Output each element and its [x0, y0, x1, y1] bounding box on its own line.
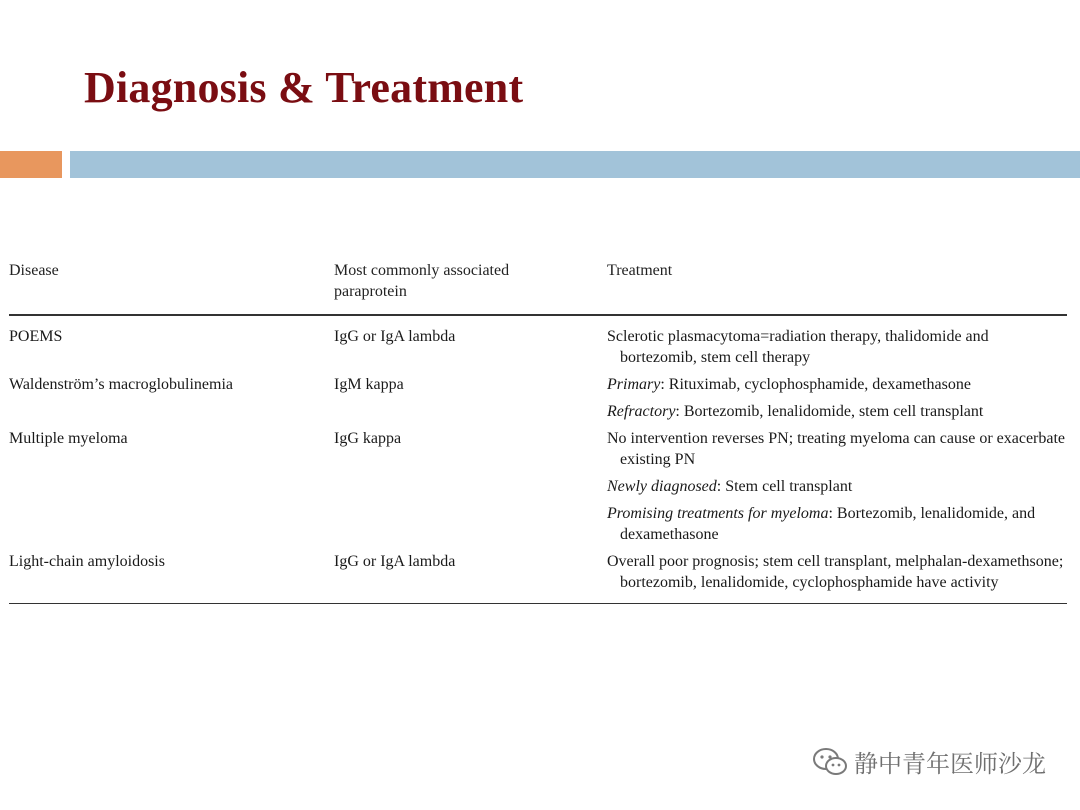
treatment-text: : Rituximab, cyclophosphamide, dexamethasone	[660, 376, 971, 393]
treatment-line	[607, 428, 1067, 470]
cell-treatment	[607, 374, 1067, 422]
slide-title: Diagnosis & Treatment	[84, 63, 524, 112]
treatment-line	[607, 374, 1067, 395]
treatment-label: Refractory	[607, 403, 676, 420]
treatment-table	[9, 260, 1067, 604]
table-row	[9, 551, 1067, 593]
table-body	[9, 316, 1067, 604]
header-treatment: Treatment	[607, 262, 673, 279]
watermark	[812, 744, 1046, 779]
accent-bar-orange	[0, 151, 62, 178]
cell-treatment	[607, 326, 1067, 368]
cell-paraprotein: IgG or IgA lambda	[334, 553, 456, 570]
treatment-text: Overall poor prognosis; stem cell transplant, melphalan-dexamethsone; bortezomib, lenalidomide, cyclophosphamide have activity	[607, 553, 1064, 591]
cell-treatment	[607, 428, 1067, 545]
header-paraprotein-text: Most commonly associated paraprotein	[334, 262, 510, 300]
cell-disease: Multiple myeloma	[9, 430, 128, 447]
cell-paraprotein: IgM kappa	[334, 376, 404, 393]
header-disease: Disease	[9, 262, 59, 279]
treatment-text: : Bortezomib, lenalidomide, and dexamethasone	[620, 505, 1036, 543]
accent-bar-blue	[70, 151, 1080, 178]
cell-disease: POEMS	[9, 328, 63, 345]
treatment-text: : Bortezomib, lenalidomide, stem cell transplant	[675, 403, 984, 420]
table-row	[9, 374, 1067, 422]
table-row	[9, 428, 1067, 545]
treatment-line	[607, 401, 1067, 422]
cell-treatment	[607, 551, 1067, 593]
treatment-label: Primary	[607, 376, 661, 393]
header-paraprotein	[334, 260, 607, 314]
table-row	[9, 326, 1067, 368]
treatment-text: No intervention reverses PN; treating myeloma can cause or exacerbate existing PN	[607, 430, 1066, 468]
treatment-line	[607, 326, 1067, 368]
cell-paraprotein: IgG or IgA lambda	[334, 328, 456, 345]
cell-disease: Light-chain amyloidosis	[9, 553, 165, 570]
treatment-label: Promising treatments for myeloma	[607, 505, 829, 522]
cell-disease: Waldenström’s macroglobulinemia	[9, 376, 233, 393]
treatment-text: : Stem cell transplant	[716, 478, 853, 495]
table-header	[9, 260, 1067, 316]
treatment-line	[607, 551, 1067, 593]
treatment-line	[607, 476, 1067, 497]
watermark-text: 静中青年医师沙龙	[854, 750, 1046, 778]
wechat-icon	[812, 747, 848, 777]
treatment-line	[607, 503, 1067, 545]
treatment-label: Newly diagnosed	[607, 478, 717, 495]
cell-paraprotein: IgG kappa	[334, 430, 402, 447]
treatment-text: Sclerotic plasmacytoma=radiation therapy, thalidomide and bortezomib, stem cell therapy	[607, 328, 989, 366]
